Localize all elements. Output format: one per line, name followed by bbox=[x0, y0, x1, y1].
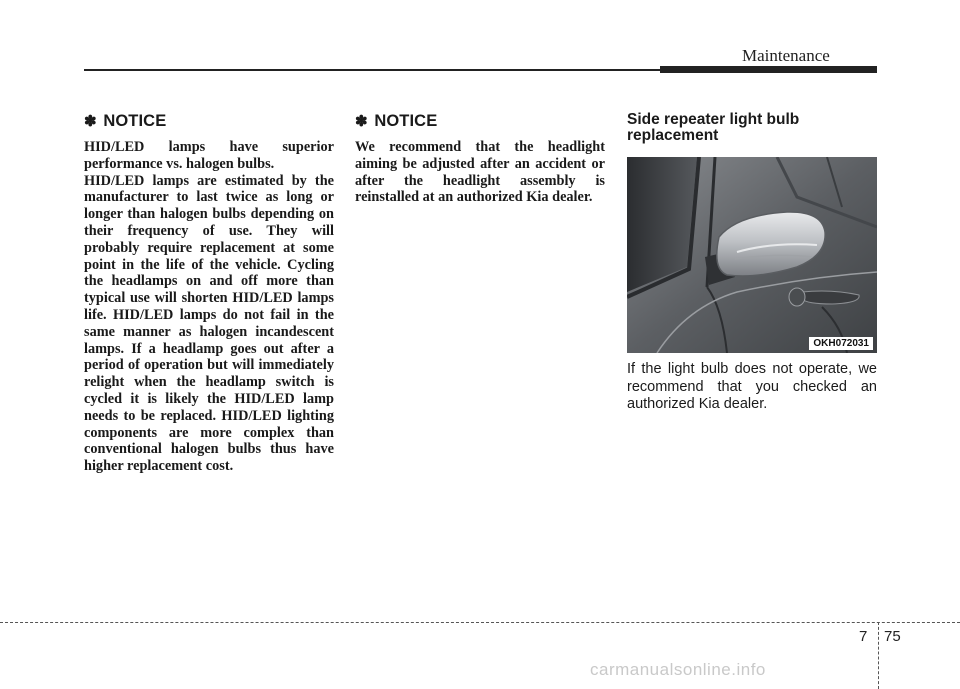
watermark: carmanualsonline.info bbox=[590, 660, 766, 679]
notice-heading-label: NOTICE bbox=[103, 112, 167, 130]
chapter-number: 7 bbox=[859, 628, 868, 645]
notice-column-1 bbox=[84, 112, 334, 475]
section-title: Maintenance bbox=[742, 46, 830, 65]
notice-paragraph: We recommend that the headlight aiming be adjusted after an accident or after the headlight assembly is reinstalled at an authorized Kia dealer. bbox=[355, 139, 605, 206]
notice-body-1 bbox=[84, 139, 334, 475]
notice-column-2 bbox=[355, 112, 605, 206]
figure-code-label: OKH072031 bbox=[809, 337, 873, 350]
footer-rule bbox=[0, 622, 960, 623]
notice-heading-2 bbox=[355, 112, 605, 131]
notice-paragraph: HID/LED lamps are estimated by the manufacturer to last twice as long or longer than halogen bulbs depending on their frequency of use. They will probably require replacement at some point in the life of the vehicle. Cycling the headlamps on and off more than typical use will shorten HID/LED lamps life. HID/LED lamps do not fail in the same manner as halogen incandescent lamps. If a headlamp goes out after a period of operation but will immediately relight when the headlamp switch is cycled it is likely the HID/LED lamp needs to be replaced. HID/LED lighting components are more complex than conventional halogen bulbs thus have higher replacement cost. bbox=[84, 172, 334, 475]
header-rule-thin bbox=[84, 69, 660, 71]
side-mirror-figure bbox=[627, 157, 877, 353]
procedure-heading: Side repeater light bulb replacement bbox=[627, 111, 800, 144]
notice-heading-label: NOTICE bbox=[374, 112, 438, 130]
procedure-column bbox=[627, 112, 877, 144]
notice-body-2 bbox=[355, 139, 605, 206]
side-mirror-illustration-icon bbox=[627, 157, 877, 353]
notice-heading-1 bbox=[84, 112, 334, 131]
header-rule-thick bbox=[660, 66, 877, 73]
notice-paragraph: HID/LED lamps have superior performance vs. halogen bulbs. bbox=[84, 139, 334, 172]
procedure-paragraph: If the light bulb does not operate, we recommend that you checked an authorized Kia dealer. bbox=[627, 361, 877, 412]
notice-star-icon: ✽ bbox=[84, 113, 97, 130]
footer-divider bbox=[878, 622, 879, 689]
notice-star-icon: ✽ bbox=[355, 113, 368, 130]
page-number: 75 bbox=[884, 628, 901, 645]
